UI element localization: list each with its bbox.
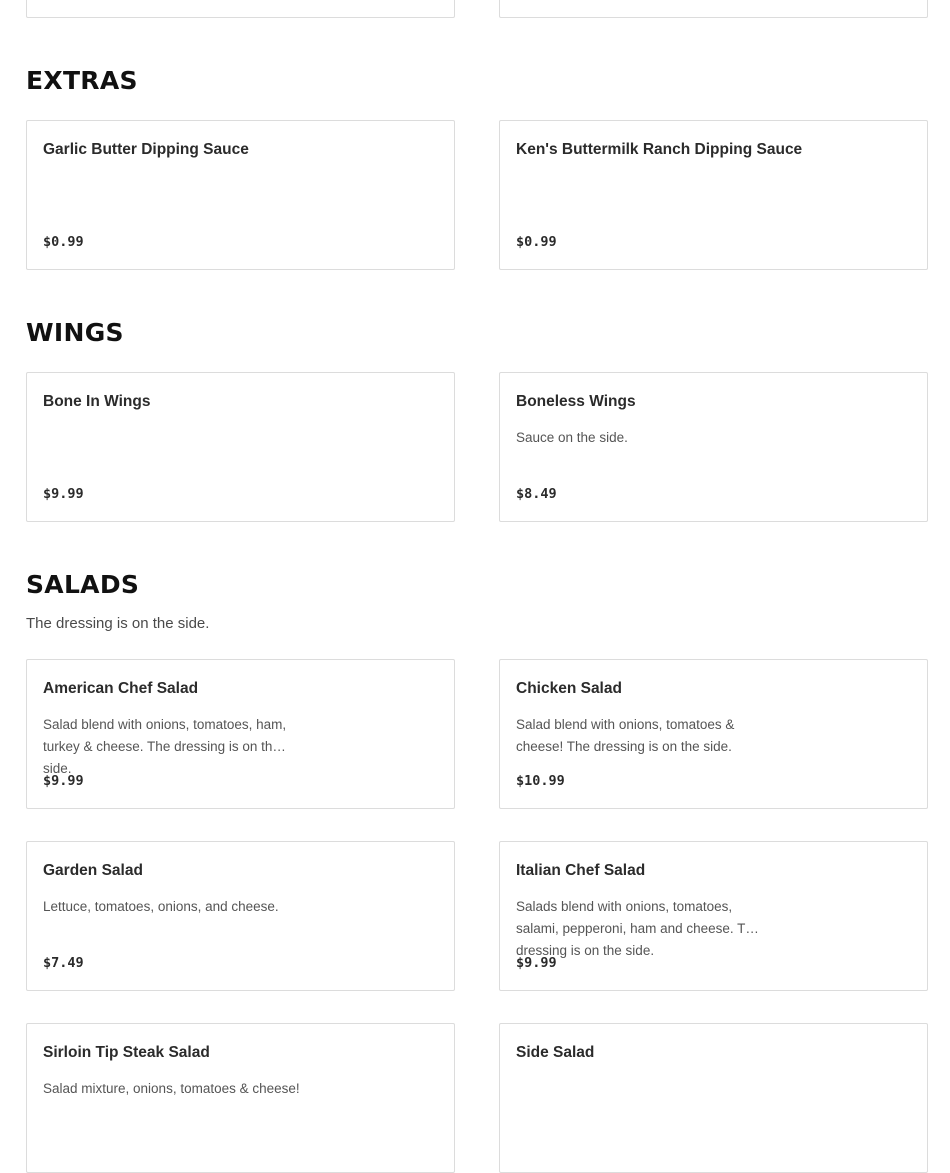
menu-item-name: Garden Salad — [43, 862, 143, 879]
menu-item-price: $7.49 — [43, 955, 84, 971]
menu-item-card[interactable] — [26, 372, 455, 522]
menu-item-card[interactable] — [499, 372, 928, 522]
menu-item-description: Salad mixture, onions, tomatoes & cheese! — [43, 1081, 300, 1096]
menu-item-price: $9.99 — [43, 773, 84, 789]
menu-item-name: Chicken Salad — [516, 680, 622, 697]
menu-item-card[interactable] — [499, 659, 928, 809]
menu-item-card[interactable] — [499, 841, 928, 991]
section-title: SALADS — [26, 570, 140, 599]
menu-item-name: Boneless Wings — [516, 393, 636, 410]
menu-section-salads — [26, 570, 928, 1173]
menu-item-name: Side Salad — [516, 1044, 595, 1061]
menu-item-description: Salad blend with onions, tomatoes, ham, turkey & cheese. The dressing is on the side. — [43, 717, 287, 776]
menu-item-card[interactable] — [26, 659, 455, 809]
menu-item-description: Lettuce, tomatoes, onions, and cheese. — [43, 899, 279, 914]
menu-item-price: $0.99 — [516, 234, 557, 250]
menu-item-card[interactable] — [26, 120, 455, 270]
section-description: The dressing is on the side. — [26, 615, 210, 632]
menu-item-card[interactable] — [26, 841, 455, 991]
section-title: WINGS — [26, 318, 124, 347]
menu-item-price: $10.99 — [516, 773, 565, 789]
menu-item-card[interactable] — [499, 0, 928, 18]
menu-item-description: Salads blend with onions, tomatoes, salami, pepperoni, ham and cheese. The dressing is on the side. — [516, 899, 761, 958]
menu-item-price: $0.99 — [43, 234, 84, 250]
menu-item-name: Italian Chef Salad — [516, 862, 646, 879]
menu-page — [26, 0, 928, 1173]
menu-section-wings — [26, 318, 928, 522]
menu-item-name: Sirloin Tip Steak Salad — [43, 1044, 210, 1061]
menu-item-name: Garlic Butter Dipping Sauce — [43, 141, 249, 158]
menu-item-description: Sauce on the side. — [516, 430, 628, 445]
section-title: EXTRAS — [26, 66, 138, 95]
menu-section-previous — [26, 0, 928, 18]
menu-item-price: $9.99 — [516, 955, 557, 971]
menu-item-card[interactable] — [26, 0, 455, 18]
menu-item-name: Bone In Wings — [43, 393, 151, 410]
menu-item-price: $9.99 — [43, 486, 84, 502]
menu-item-card[interactable] — [26, 1023, 455, 1173]
menu-item-name: Ken's Buttermilk Ranch Dipping Sauce — [516, 141, 803, 158]
menu-section-extras — [26, 66, 928, 270]
menu-item-card[interactable] — [499, 1023, 928, 1173]
menu-item-name: American Chef Salad — [43, 680, 199, 697]
menu-item-card[interactable] — [499, 120, 928, 270]
menu-item-description: Salad blend with onions, tomatoes & cheese! The dressing is on the side. — [516, 717, 735, 754]
menu-item-price: $8.49 — [516, 486, 557, 502]
